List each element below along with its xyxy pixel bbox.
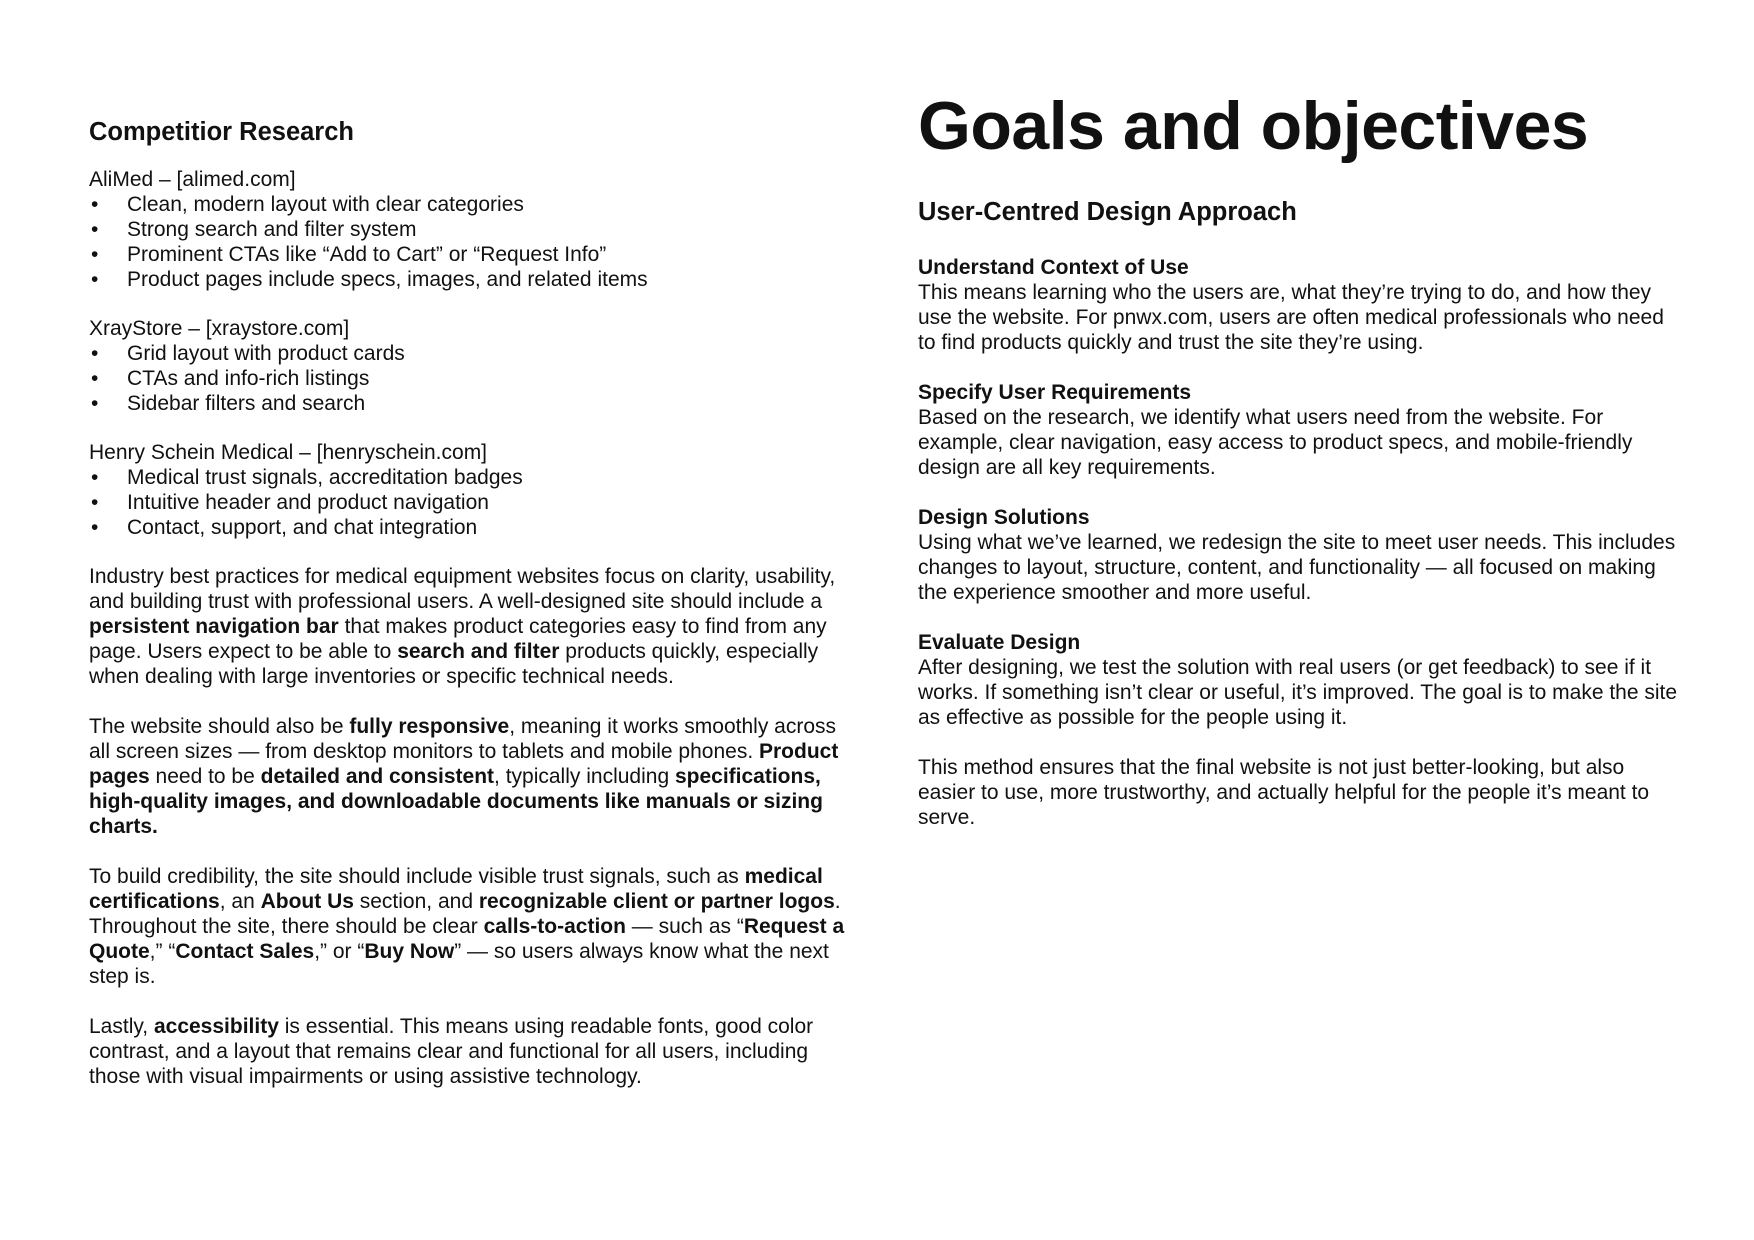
best-practices-paragraph: Industry best practices for medical equipment websites focus on clarity, usability, and building trust with professional users. A well-designed site should include a persistent navigation bar that makes product categories easy to find from any page. Users expect to be able to search and filter products quickly, especially when dealing with large inventories or specific technical needs.: [89, 565, 836, 688]
responsive-paragraph: The website should also be fully responsive, meaning it works smoothly across all screen sizes — from desktop monitors to tablets and mobile phones. Product pages need to be detailed and consistent, typically including specifications, high-quality images, and downloadable documents like manuals or sizing charts.: [89, 715, 839, 838]
list-item: • CTAs and info-rich listings: [89, 366, 859, 391]
step-design-solutions: [918, 505, 1678, 605]
list-item: • Contact, support, and chat integration: [89, 515, 859, 540]
credibility-paragraph: To build credibility, the site should include visible trust signals, such as medical certifications, an About Us section, and recognizable client or partner logos. Throughout the site, there should be clear calls-to-action — such as “Request a Quote,” “Contact Sales,” or “Buy Now” — so users always know what the next step is.: [89, 865, 845, 988]
competitor-points: [89, 465, 859, 540]
list-item: • Strong search and filter system: [89, 217, 859, 242]
competitor-research-column: [89, 118, 859, 1114]
conclusion-paragraph: This method ensures that the final website is not just better-looking, but also easier to use, more trustworthy, and actually helpful for the people it’s meant to serve.: [918, 756, 1650, 829]
competitor-name: Henry Schein Medical – [henryschein.com]: [89, 441, 488, 464]
competitor-points: [89, 341, 859, 416]
competitor-points: [89, 192, 859, 292]
list-item: • Sidebar filters and search: [89, 391, 859, 416]
step-context: [918, 255, 1678, 355]
step-title: Understand Context of Use: [918, 256, 1189, 279]
list-item: • Product pages include specs, images, and related items: [89, 267, 859, 292]
competitor-henry-schein: [89, 440, 859, 540]
competitor-research-heading: Competitior Research: [89, 118, 354, 146]
step-body: Using what we’ve learned, we redesign the site to meet user needs. This includes changes to layout, structure, content, and functionality — all focused on making the experience smoother and more useful.: [918, 531, 1676, 604]
step-title: Evaluate Design: [918, 631, 1081, 654]
competitor-alimed: [89, 167, 859, 292]
list-item: • Medical trust signals, accreditation badges: [89, 465, 859, 490]
step-requirements: [918, 380, 1678, 480]
competitor-name: AliMed – [alimed.com]: [89, 168, 296, 191]
ucd-subheading: User-Centred Design Approach: [918, 198, 1297, 226]
step-body: This means learning who the users are, what they’re trying to do, and how they use the website. For pnwx.com, users are often medical professionals who need to find products quickly and trust the site they’re using.: [918, 281, 1664, 354]
competitor-xraystore: [89, 316, 859, 416]
step-title: Design Solutions: [918, 506, 1090, 529]
list-item: • Intuitive header and product navigation: [89, 490, 859, 515]
list-item: • Prominent CTAs like “Add to Cart” or “Request Info”: [89, 242, 859, 267]
list-item: • Grid layout with product cards: [89, 341, 859, 366]
accessibility-paragraph: Lastly, accessibility is essential. This means using readable fonts, good color contrast, and a layout that remains clear and functional for all users, including those with visual impairments or using assistive technology.: [89, 1015, 814, 1088]
page-title: Goals and objectives: [918, 88, 1589, 164]
goals-column: [918, 88, 1678, 855]
list-item: • Clean, modern layout with clear categories: [89, 192, 859, 217]
step-body: After designing, we test the solution with real users (or get feedback) to see if it works. If something isn’t clear or useful, it’s improved. The goal is to make the site as effective as possible for the people using it.: [918, 656, 1678, 729]
step-evaluate: [918, 630, 1678, 730]
step-body: Based on the research, we identify what users need from the website. For example, clear navigation, easy access to product specs, and mobile-friendly design are all key requirements.: [918, 406, 1633, 479]
competitor-name: XrayStore – [xraystore.com]: [89, 317, 350, 340]
step-title: Specify User Requirements: [918, 381, 1192, 404]
